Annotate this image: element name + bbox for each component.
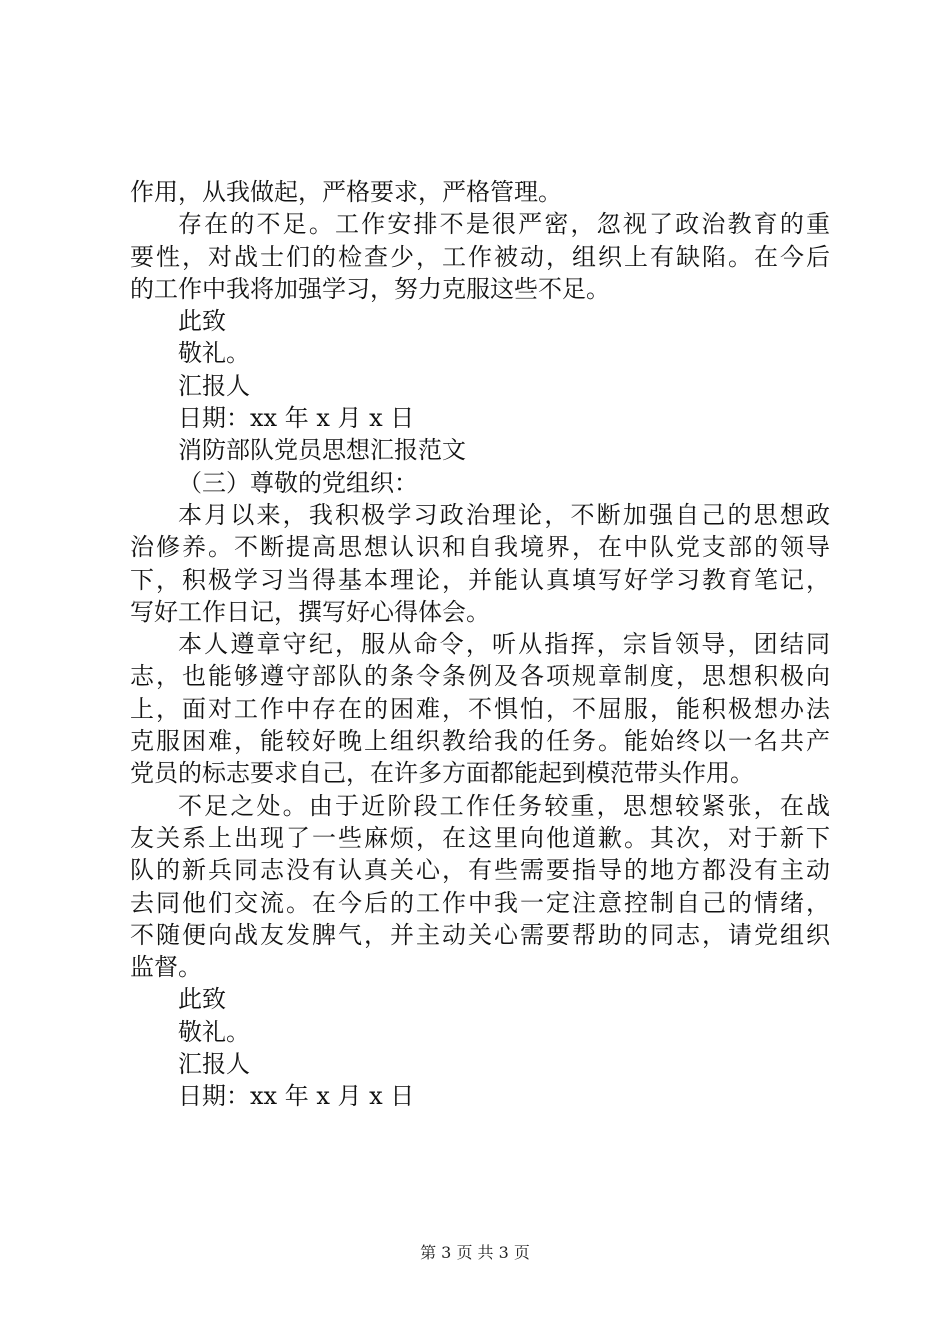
text-line: 存在的不足。工作安排不是很严密，忽视了政治教育的重 xyxy=(178,210,830,239)
text-line: 治修养。不断提高思想认识和自我境界，在中队党支部的领导 xyxy=(130,533,830,562)
text-line: 不足之处。由于近阶段工作任务较重，思想较紧张，在战 xyxy=(178,791,830,820)
closing-line: 此致 xyxy=(178,307,226,336)
text-line: 志，也能够遵守部队的条令条例及各项规章制度，思想积极向 xyxy=(130,662,830,691)
date-line: 日期：xx 年 x 月 x 日 xyxy=(178,1082,415,1111)
text-line: 的工作中我将加强学习，努力克服这些不足。 xyxy=(130,274,610,303)
text-line: 上，面对工作中存在的困难，不惧怕，不屈服，能积极想办法 xyxy=(130,694,830,723)
text-line: 党员的标志要求自己，在许多方面都能起到模范带头作用。 xyxy=(130,759,754,788)
reporter-line: 汇报人 xyxy=(178,1050,250,1079)
text-line: 不随便向战友发脾气，并主动关心需要帮助的同志，请党组织 xyxy=(130,920,830,949)
closing-line: 此致 xyxy=(178,985,226,1014)
section-title: 消防部队党员思想汇报范文 xyxy=(178,436,466,465)
text-line: 克服困难，能较好晚上组织教给我的任务。能始终以一名共产 xyxy=(130,727,830,756)
text-line: 去同他们交流。在今后的工作中我一定注意控制自己的情绪， xyxy=(130,888,830,917)
greeting-line: （三）尊敬的党组织： xyxy=(178,468,418,497)
date-line: 日期：xx 年 x 月 x 日 xyxy=(178,404,415,433)
text-line: 队的新兵同志没有认真关心，有些需要指导的地方都没有主动 xyxy=(130,856,830,885)
reporter-line: 汇报人 xyxy=(178,371,250,400)
text-line: 本人遵章守纪，服从命令，听从指挥，宗旨领导，团结同 xyxy=(178,630,830,659)
text-line: 写好工作日记，撰写好心得体会。 xyxy=(130,597,490,626)
salutation-line: 敬礼。 xyxy=(178,1017,250,1046)
salutation-line: 敬礼。 xyxy=(178,339,250,368)
page-footer xyxy=(0,1243,950,1263)
text-line: 下，积极学习当得基本理论，并能认真填写好学习教育笔记， xyxy=(130,565,830,594)
text-line: 友关系上出现了一些麻烦，在这里向他道歉。其次，对于新下 xyxy=(130,823,830,852)
text-line: 本月以来，我积极学习政治理论，不断加强自己的思想政 xyxy=(178,500,830,529)
document-body xyxy=(130,176,830,1113)
page-number: 第 3 页 共 3 页 xyxy=(420,1243,530,1262)
text-line: 监督。 xyxy=(130,953,202,982)
text-line: 要性，对战士们的检查少，工作被动，组织上有缺陷。在今后 xyxy=(130,242,830,271)
text-line: 作用，从我做起，严格要求，严格管理。 xyxy=(130,178,562,206)
